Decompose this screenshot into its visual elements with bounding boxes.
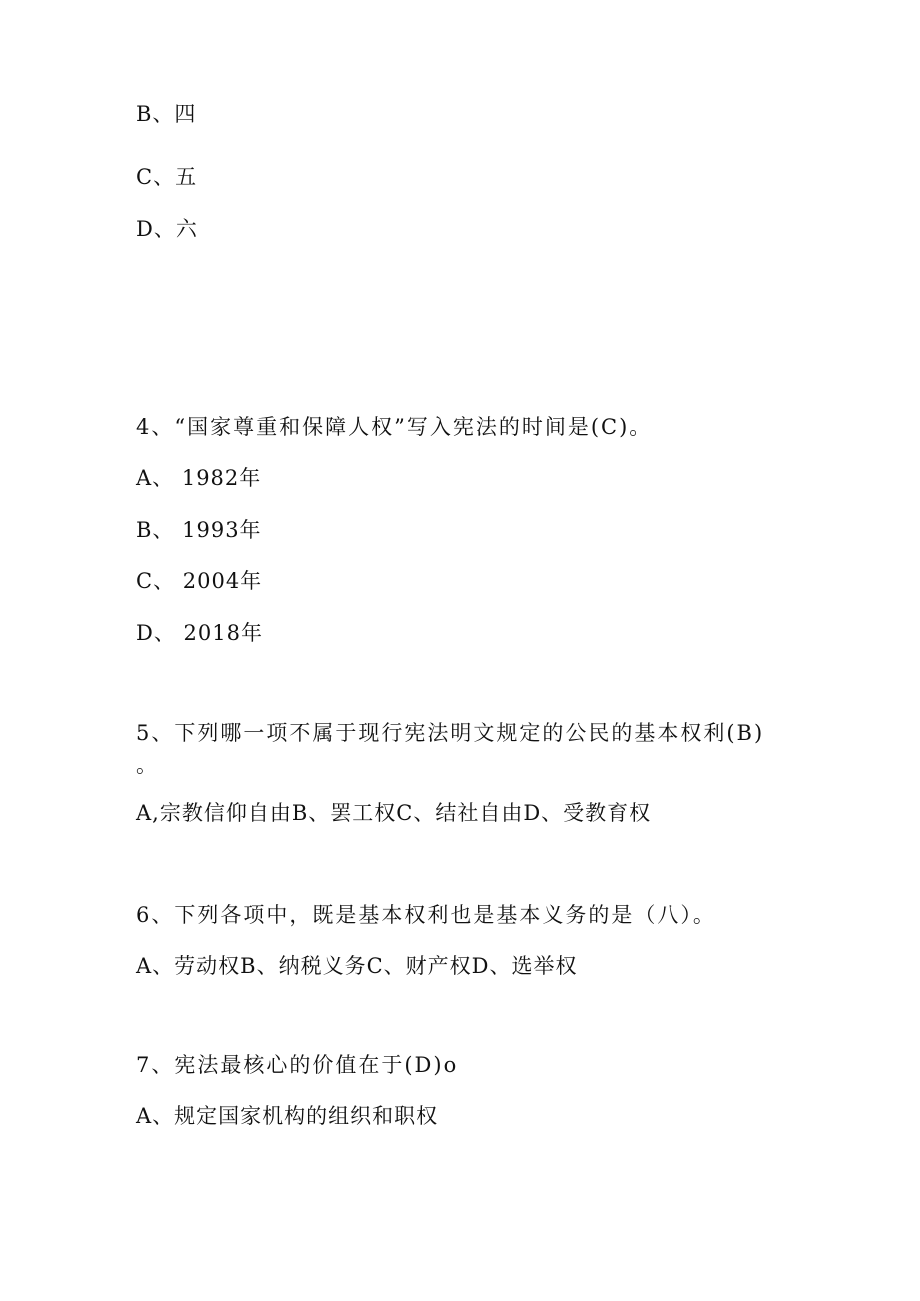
q5-question-line2: 。 [136, 753, 158, 777]
q6-options: A、劳动权B、纳税义务C、财产权D、选举权 [136, 954, 578, 978]
q3-option-b: B、四 [136, 102, 197, 126]
q7-option-a: A、规定国家机构的组织和职权 [136, 1104, 439, 1128]
q3-option-d: D、六 [136, 217, 198, 241]
q4-question: 4、“国家尊重和保障人权”写入宪法的时间是(C)。 [136, 415, 653, 439]
q4-option-c: C、 2004年 [136, 569, 263, 593]
q4-option-b: B、 1993年 [136, 518, 262, 542]
q4-option-d: D、 2018年 [136, 621, 263, 645]
q3-option-c: C、五 [136, 165, 198, 189]
q5-options: A,宗教信仰自由B、罢工权C、结社自由D、受教育权 [136, 801, 652, 825]
q6-question: 6、下列各项中，既是基本权利也是基本义务的是（八）。 [136, 903, 716, 927]
q4-option-a: A、 1982年 [136, 466, 262, 490]
q7-question: 7、宪法最核心的价值在于(D)o [136, 1053, 459, 1077]
q5-question-line1: 5、下列哪一项不属于现行宪法明文规定的公民的基本权利(B) [136, 721, 765, 745]
